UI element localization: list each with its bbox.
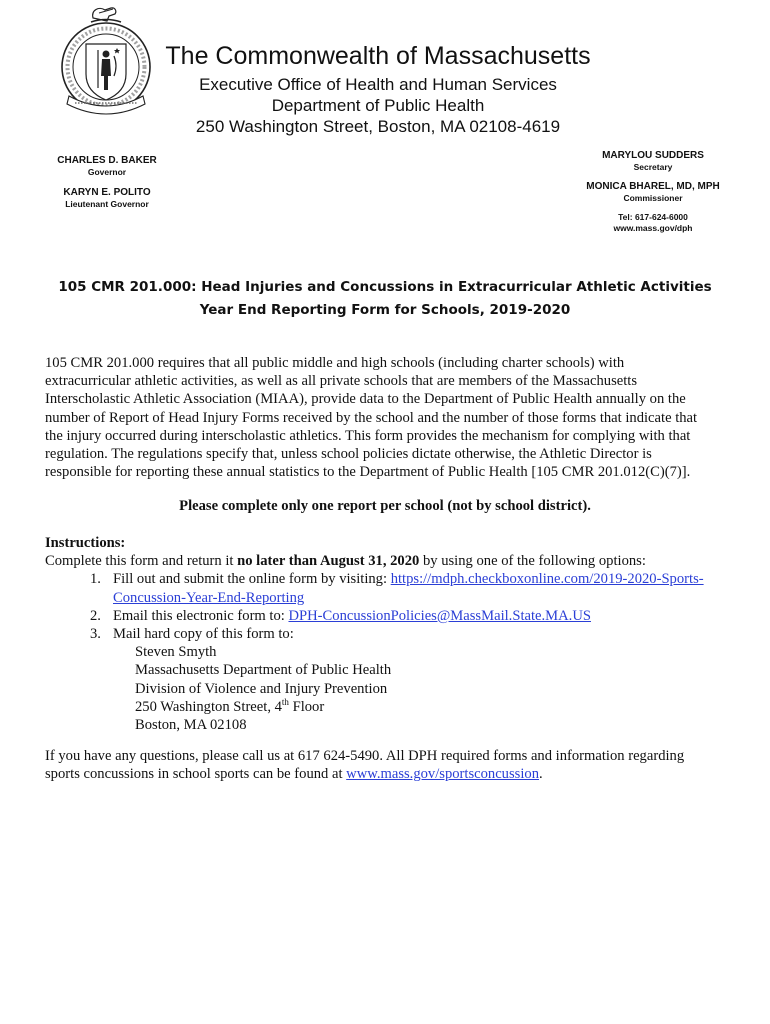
deadline-text: no later than August 31, 2020	[237, 553, 420, 570]
address-name: Steven Smyth	[135, 644, 217, 661]
commissioner-title: Commissioner	[623, 193, 683, 203]
lead-text-end: by using one of the following options:	[419, 553, 646, 570]
sports-concussion-link[interactable]: www.mass.gov/sportsconcussion	[346, 766, 539, 783]
option-number: 2.	[90, 607, 101, 624]
intro-line: extracurricular athletic activities, as well as all private schools that are members of the Massachusetts	[45, 373, 638, 390]
option-email	[45, 607, 735, 625]
intro-line: responsible for reporting these annual statistics to the Department of Public Health [105 CMR 201.012(C)(7)].	[45, 464, 691, 481]
intro-line: regulation. The regulations specify that, unless school policies dictate otherwise, the Athletic Director is	[45, 446, 652, 463]
governor-title: Governor	[87, 167, 127, 177]
online-form-link-continued[interactable]: Concussion-Year-End-Reporting	[113, 589, 305, 606]
address-street	[135, 698, 735, 716]
closing-text: sports concussions in school sports can be found at	[45, 766, 347, 783]
document-subtitle: Year End Reporting Form for Schools, 2019-2020	[199, 302, 571, 318]
closing-line: If you have any questions, please call us at 617 624-5490. All DPH required forms and information regarding	[45, 748, 685, 764]
secretary-name: MARYLOU SUDDERS	[602, 150, 704, 161]
street-ordinal: th	[281, 696, 289, 707]
option-mail	[45, 625, 735, 734]
email-link[interactable]: DPH-ConcussionPolicies@MassMail.State.MA.US	[288, 607, 591, 624]
secretary-title: Secretary	[633, 162, 673, 172]
massachusetts-state-seal-icon	[55, 4, 157, 122]
street-text-end: Floor	[288, 698, 325, 715]
header-department: Department of Public Health	[271, 96, 485, 115]
intro-line: the injury occurred during interscholastic athletics. This form provides the mechanism for complying with that	[45, 427, 691, 444]
header-title: The Commonwealth of Massachusetts	[165, 42, 591, 70]
contact-tel: Tel: 617-624-6000	[618, 212, 688, 222]
header-agency: Executive Office of Health and Human Services	[199, 75, 557, 94]
governor-name: CHARLES D. BAKER	[57, 155, 157, 166]
instructions-heading: Instructions:	[45, 535, 126, 551]
document-title: 105 CMR 201.000: Head Injuries and Concussions in Extracurricular Athletic Activities	[58, 279, 712, 295]
option-mail-text: Mail hard copy of this form to:	[113, 626, 294, 643]
closing-period: .	[539, 766, 543, 783]
intro-paragraph	[45, 354, 735, 481]
commissioner-name: MONICA BHAREL, MD, MPH	[586, 181, 720, 192]
option-online	[45, 570, 735, 606]
option-email-text: Email this electronic form to:	[113, 607, 289, 624]
instructions-section	[45, 534, 735, 734]
closing-paragraph	[45, 747, 735, 783]
contact-web: www.mass.gov/dph	[613, 223, 693, 233]
officials-right	[578, 150, 728, 234]
option-number: 3.	[90, 626, 101, 643]
intro-line: number of Report of Head Injury Forms received by the school and the number of those forms that indicate that	[45, 409, 698, 426]
instructions-lead	[45, 552, 735, 570]
address-division: Division of Violence and Injury Prevention	[135, 680, 388, 697]
header-address: 250 Washington Street, Boston, MA 02108-4619	[195, 117, 561, 136]
address-org: Massachusetts Department of Public Health	[135, 662, 392, 679]
closing-line	[45, 765, 735, 783]
address-city: Boston, MA 02108	[135, 717, 247, 734]
option-online-text: Fill out and submit the online form by visiting:	[113, 571, 391, 588]
intro-line: Interscholastic Athletic Association (MIAA), provide data to the Department of Public Health annually on the	[45, 391, 686, 408]
intro-line: 105 CMR 201.000 requires that all public middle and high schools (including charter schools) with	[45, 355, 625, 371]
online-form-link[interactable]: https://mdph.checkboxonline.com/2019-2020-Sports-	[390, 571, 704, 588]
lead-text: Complete this form and return it	[45, 553, 238, 570]
lieutenant-governor-name: KARYN E. POLITO	[63, 187, 151, 198]
officials-left	[32, 155, 182, 210]
single-report-notice: Please complete only one report per school (not by school district).	[179, 498, 591, 514]
mailing-address	[45, 643, 735, 734]
lieutenant-governor-title: Lieutenant Governor	[65, 199, 149, 209]
option-number: 1.	[90, 571, 101, 588]
street-text: 250 Washington Street, 4	[135, 698, 282, 715]
